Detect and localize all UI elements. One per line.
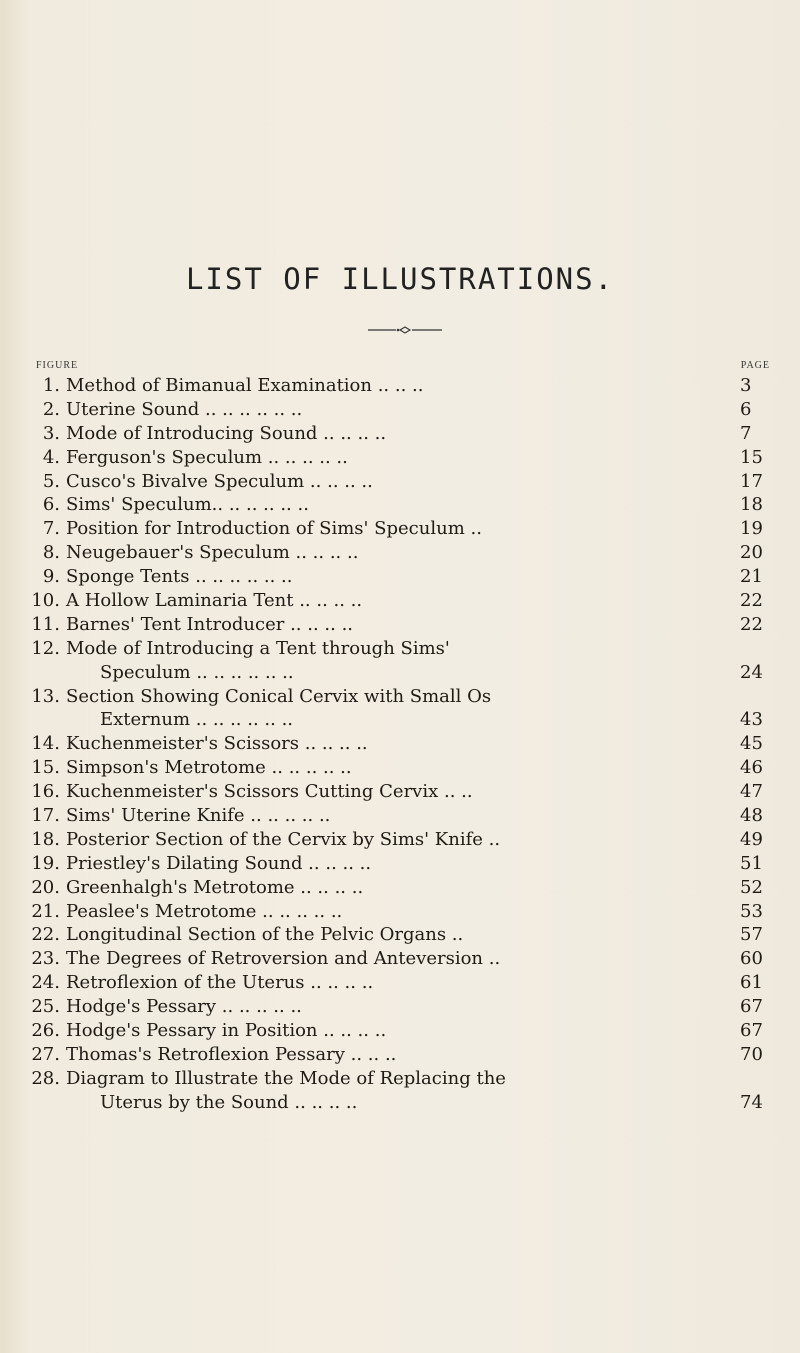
page-number: 7 xyxy=(740,422,752,444)
page-number: 45 xyxy=(740,733,763,755)
list-item xyxy=(0,613,800,637)
figure-caption: Simpson's Metrotome .. .. .. .. .. xyxy=(66,757,352,779)
figure-number: 21. xyxy=(31,900,60,922)
list-item xyxy=(0,565,800,589)
page-number: 74 xyxy=(740,1091,763,1113)
figure-number: 2. xyxy=(42,398,60,420)
figure-caption-continued: Externum .. .. .. .. .. .. xyxy=(100,709,294,731)
page-number: 67 xyxy=(740,1020,763,1042)
figure-column-header: FIGURE xyxy=(36,360,79,371)
page-number: 70 xyxy=(740,1043,763,1065)
figure-caption: Hodge's Pessary .. .. .. .. .. xyxy=(66,996,302,1018)
figure-caption: Retroflexion of the Uterus .. .. .. .. xyxy=(66,972,374,994)
list-item xyxy=(0,685,800,709)
page-number: 53 xyxy=(740,900,763,922)
list-item xyxy=(0,923,800,947)
list-item xyxy=(0,780,800,804)
figure-number: 22. xyxy=(31,924,60,946)
figure-caption: Hodge's Pessary in Position .. .. .. .. xyxy=(66,1020,387,1042)
figure-number: 26. xyxy=(31,1020,60,1042)
page-number: 46 xyxy=(740,757,763,779)
page-number: 17 xyxy=(740,470,763,492)
figure-number: 12. xyxy=(31,637,60,659)
figure-number: 8. xyxy=(42,542,60,564)
figure-number: 11. xyxy=(31,613,60,635)
figure-caption-continued: Speculum .. .. .. .. .. .. xyxy=(100,661,294,683)
figure-number: 13. xyxy=(31,685,60,707)
list-item xyxy=(0,756,800,780)
figure-caption: A Hollow Laminaria Tent .. .. .. .. xyxy=(66,590,363,612)
list-item xyxy=(0,852,800,876)
list-item xyxy=(0,947,800,971)
figure-caption: Sims' Speculum.. .. .. .. .. .. xyxy=(66,494,309,516)
figure-number: 10. xyxy=(31,590,60,612)
figure-caption: Kuchenmeister's Scissors .. .. .. .. xyxy=(66,733,368,755)
figure-number: 20. xyxy=(31,876,60,898)
figure-number: 16. xyxy=(31,781,60,803)
figure-number: 27. xyxy=(31,1043,60,1065)
figure-caption: Ferguson's Speculum .. .. .. .. .. xyxy=(66,446,348,468)
page-number: 57 xyxy=(740,924,763,946)
figure-caption: Posterior Section of the Cervix by Sims' Knife .. xyxy=(66,828,501,850)
page-number: 43 xyxy=(740,709,763,731)
figure-caption: Neugebauer's Speculum .. .. .. .. xyxy=(66,542,359,564)
list-item xyxy=(0,828,800,852)
page-number: 24 xyxy=(740,661,763,683)
list-item xyxy=(0,541,800,565)
figure-number: 18. xyxy=(31,828,60,850)
page-number: 6 xyxy=(740,398,752,420)
figure-caption: Method of Bimanual Examination .. .. .. xyxy=(66,375,424,396)
list-item xyxy=(0,876,800,900)
figure-caption: Thomas's Retroflexion Pessary .. .. .. xyxy=(66,1043,397,1065)
figure-number: 17. xyxy=(31,805,60,827)
figure-number: 24. xyxy=(31,972,60,994)
figure-number: 7. xyxy=(42,518,60,540)
figure-caption: Sponge Tents .. .. .. .. .. .. xyxy=(66,566,293,588)
figure-caption: Barnes' Tent Introducer .. .. .. .. xyxy=(66,613,354,635)
page-number: 18 xyxy=(740,494,763,516)
page-number: 47 xyxy=(740,781,763,803)
list-item xyxy=(0,517,800,541)
figure-caption: Sims' Uterine Knife .. .. .. .. .. xyxy=(66,805,331,827)
page-title: LIST OF ILLUSTRATIONS. xyxy=(185,262,615,296)
list-item xyxy=(0,1019,800,1043)
list-item xyxy=(0,398,800,422)
figure-number: 14. xyxy=(31,733,60,755)
page-number: 49 xyxy=(740,828,763,850)
figure-caption: Peaslee's Metrotome .. .. .. .. .. xyxy=(66,900,343,922)
list-item xyxy=(0,995,800,1019)
figure-number: 9. xyxy=(42,566,60,588)
figure-caption: Greenhalgh's Metrotome .. .. .. .. xyxy=(66,876,364,898)
figure-caption: Priestley's Dilating Sound .. .. .. .. xyxy=(66,852,372,874)
list-item xyxy=(0,589,800,613)
page-number: 67 xyxy=(740,996,763,1018)
list-item-continuation xyxy=(0,1091,800,1115)
page-number: 3 xyxy=(740,375,752,396)
page-number: 61 xyxy=(740,972,763,994)
list-item xyxy=(0,446,800,470)
list-item-continuation xyxy=(0,661,800,685)
list-item xyxy=(0,900,800,924)
figure-number: 23. xyxy=(31,948,60,970)
figure-number: 1. xyxy=(42,375,60,396)
illustrations-list xyxy=(0,374,800,1115)
list-item xyxy=(0,1043,800,1067)
figure-caption: The Degrees of Retroversion and Anteversion .. xyxy=(66,948,501,970)
page-number: 52 xyxy=(740,876,763,898)
page-number: 22 xyxy=(740,590,763,612)
figure-number: 19. xyxy=(31,852,60,874)
ornament-divider xyxy=(368,326,442,334)
figure-number: 4. xyxy=(42,446,60,468)
figure-number: 15. xyxy=(31,757,60,779)
figure-caption-continued: Uterus by the Sound .. .. .. .. xyxy=(100,1091,358,1113)
figure-caption: Position for Introduction of Sims' Speculum .. xyxy=(66,518,482,540)
list-item xyxy=(0,1067,800,1091)
page-number: 19 xyxy=(740,518,763,540)
figure-number: 6. xyxy=(42,494,60,516)
page-number: 21 xyxy=(740,566,763,588)
list-item xyxy=(0,804,800,828)
page-number: 60 xyxy=(740,948,763,970)
figure-caption: Mode of Introducing a Tent through Sims' xyxy=(66,637,450,659)
list-item-continuation xyxy=(0,708,800,732)
page-number: 51 xyxy=(740,852,763,874)
list-item xyxy=(0,732,800,756)
figure-caption: Uterine Sound .. .. .. .. .. .. xyxy=(66,398,303,420)
page-number: 20 xyxy=(740,542,763,564)
list-item xyxy=(0,422,800,446)
list-item xyxy=(0,374,800,398)
figure-caption: Cusco's Bivalve Speculum .. .. .. .. xyxy=(66,470,373,492)
figure-caption: Longitudinal Section of the Pelvic Organs .. xyxy=(66,924,464,946)
figure-number: 28. xyxy=(31,1067,60,1089)
page-number: 48 xyxy=(740,805,763,827)
list-item xyxy=(0,493,800,517)
figure-number: 25. xyxy=(31,996,60,1018)
page-number: 22 xyxy=(740,613,763,635)
figure-caption: Diagram to Illustrate the Mode of Replacing the xyxy=(66,1067,506,1089)
figure-caption: Kuchenmeister's Scissors Cutting Cervix .. .. xyxy=(66,781,473,803)
figure-number: 3. xyxy=(42,422,60,444)
figure-caption: Mode of Introducing Sound .. .. .. .. xyxy=(66,422,387,444)
page-column-header: PAGE xyxy=(740,360,770,371)
list-item xyxy=(0,470,800,494)
page-number: 15 xyxy=(740,446,763,468)
list-item xyxy=(0,637,800,661)
figure-number: 5. xyxy=(42,470,60,492)
list-item xyxy=(0,971,800,995)
figure-caption: Section Showing Conical Cervix with Small Os xyxy=(66,685,492,707)
